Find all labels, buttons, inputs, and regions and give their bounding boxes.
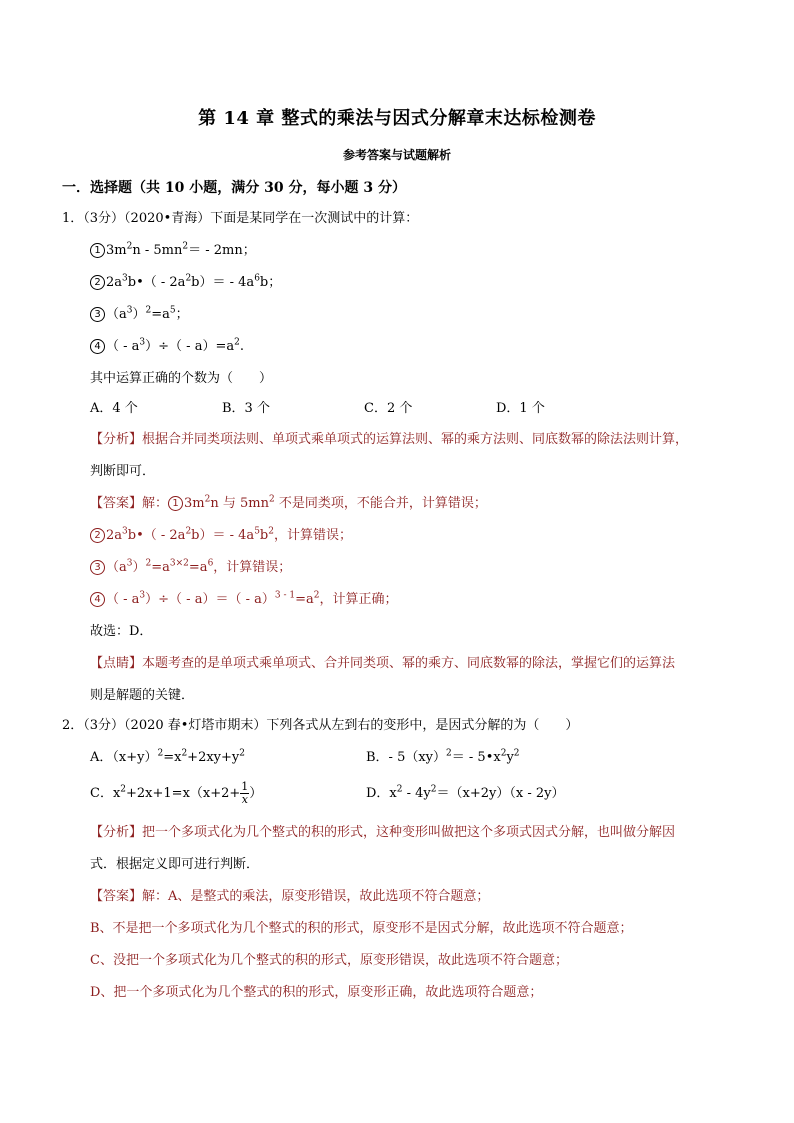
q2-answer-c: C、没把一个多项式化为几个整式的积的形式，原变形错误，故此选项不符合题意； (90, 953, 568, 968)
circled-number: 3 (90, 560, 105, 575)
q1-conclusion: 故选：D． (90, 624, 153, 639)
fraction: $\frac{1}{x}$ (241, 780, 249, 806)
q2-choice-a: A．$(x+y)^2=x^2+2xy+y^2$ (90, 748, 245, 765)
q1-analysis: 【分析】根据合并同类项法则、单项式乘单项式的运算法则、幂的乘方法则、同底数幂的除法法则计算， (90, 432, 689, 447)
q1-point: 【点睛】本题考查的是单项式乘单项式、合并同类项、幂的乘方、同底数幂的除法，掌握它们的运算法 (90, 656, 676, 671)
q1-item-2: 2 $2a^3b•( - 2a^2b)= - 4a^6b$； (90, 273, 281, 293)
q1-item-4: 4 （ - $a^3)\div( - a)=a^2$. (90, 337, 244, 357)
q1-analysis-cont: 判断即可． (90, 464, 156, 479)
q1-question: 其中运算正确的个数为（ ） (90, 371, 273, 386)
circled-number: 4 (90, 592, 105, 607)
circled-number: 2 (90, 528, 105, 543)
q2-answer-b: B、不是把一个多项式化为几个整式的积的形式，原变形不是因式分解，故此选项不符合题意； (90, 921, 633, 936)
section-heading: 一．选择题（共 10 小题，满分 30 分，每小题 3 分） (62, 180, 406, 196)
q1-answer-4: 4 （ - $a^3)\div( - a)=( - a)^{3 - 1}=a^2$，计算正确； (90, 590, 398, 610)
q2-answer-a: 【答案】解：A、是整式的乘法，原变形错误，故此选项不符合题意； (90, 889, 490, 904)
q2-choice-b: B．- $5(xy)^2= - 5•x^2y^2$ (366, 748, 520, 765)
q2-analysis: 【分析】把一个多项式化为几个整式的积的形式，这种变形叫做把这个多项式因式分解，也叫做分解因 (90, 825, 676, 840)
q1-choice-d: D．1 个 (496, 401, 545, 416)
q1-stem: 1．（3分）（2020•青海）下面是某同学在一次测试中的计算： (62, 211, 419, 226)
q1-answer-1: 【答案】解： 1 $3m^2n$ 与 $5mn^2$ 不是同类项，不能合并，计算错误； (90, 494, 487, 511)
page-title: 第 14 章 整式的乘法与因式分解章末达标检测卷 (198, 108, 596, 129)
q1-item-1: 1 $3m^2n - 5mn^2= - 2mn$； (90, 241, 256, 261)
circled-number: 1 (90, 243, 105, 258)
q1-item-3: 3 $(a^3)^2=a^5$； (90, 305, 189, 325)
q1-choice-c: C．2 个 (364, 401, 413, 416)
q1-choice-b: B．3 个 (222, 401, 270, 416)
q2-answer-d: D、把一个多项式化为几个整式的积的形式，原变形正确，故此选项符合题意； (90, 985, 543, 1000)
q2-choice-c: C．$x^2+2x+1=x(x+2+$ $\frac{1}{x}$ ） (90, 780, 263, 806)
q1-answer-3: 3 $(a^3)^2=a^{3\times 2}=a^6$，计算错误； (90, 558, 291, 578)
q1-point-cont: 则是解题的关键． (90, 688, 195, 703)
q1-answer-2: 2 $2a^3b•( - 2a^2b)= - 4a^5b^2$，计算错误； (90, 526, 352, 546)
q2-stem: 2．（3分）（2020 春•灯塔市期末）下列各式从左到右的变形中，是因式分解的为（ ） (62, 718, 579, 733)
circled-number: 4 (90, 339, 105, 354)
circled-number: 3 (90, 307, 105, 322)
q2-choice-d: D．$x^2 - 4y^2=(x+2y)(x - 2y)$ (366, 784, 565, 801)
circled-number: 2 (90, 275, 105, 290)
page-subtitle: 参考答案与试题解析 (342, 148, 451, 162)
q2-analysis-cont: 式．根据定义即可进行判断． (90, 857, 260, 872)
circled-number: 1 (168, 496, 183, 511)
q1-choice-a: A．4 个 (90, 401, 138, 416)
